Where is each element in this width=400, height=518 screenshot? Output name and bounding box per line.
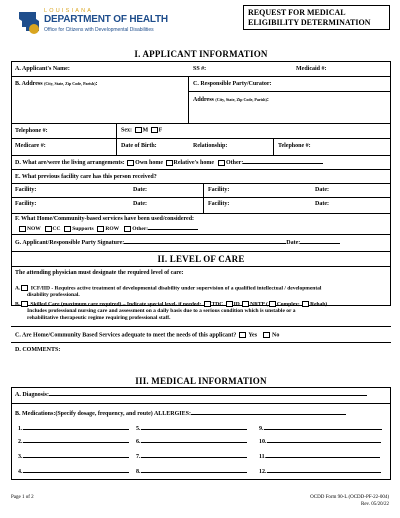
services-question: F. What Home/Community-based services have been used/considered:: [15, 216, 195, 222]
section1-title: I. APPLICANT INFORMATION: [134, 49, 268, 59]
med-12: 12.: [257, 467, 383, 477]
other-service-checkbox[interactable]: [124, 226, 131, 232]
med-4: 4.: [16, 467, 131, 477]
med-8: 8.: [134, 467, 249, 477]
date-label: Date:: [133, 201, 147, 207]
department-name: DEPARTMENT OF HEALTH: [44, 14, 168, 25]
med-6: 6.: [134, 437, 249, 447]
divider: [11, 76, 391, 77]
divider: [11, 266, 391, 267]
other-checkbox[interactable]: [218, 160, 225, 166]
level-a-option-cont: disability professional.: [27, 292, 80, 298]
medicaid-label: Medicaid #:: [296, 66, 327, 72]
divider: [11, 213, 391, 214]
medicare-label: Medicare #:: [15, 143, 46, 149]
applicant-name-label: A. Applicant's Name:: [15, 66, 70, 72]
relationship-label: Relationship:: [193, 143, 228, 149]
med-9: 9.: [257, 424, 384, 434]
office-name: Office for Citizens with Developmental Disabilities: [44, 27, 154, 33]
level-b-desc1: Includes professional nursing care and assessment on a daily basis due to a serious condition which is unstable or a: [27, 308, 296, 314]
med-1: 1.: [16, 424, 131, 434]
med-11: 11.: [257, 452, 382, 462]
date-label: Date:: [315, 201, 329, 207]
divider: [273, 138, 274, 155]
level-a-option: A. ICF/IID - Requires active treatment of developmental disability under supervision of a qualified intellectual / developmental: [15, 285, 322, 292]
sex-m-checkbox[interactable]: [135, 127, 142, 133]
address-c-label: Address (City, State, Zip Code, Parish):: [193, 97, 269, 103]
facility-label: Facility:: [15, 201, 37, 207]
page-number: Page 1 of 2: [11, 495, 34, 500]
now-checkbox[interactable]: [19, 226, 26, 232]
physician-note: The attending physician must designate the required level of care:: [15, 270, 184, 276]
med-2: 2.: [16, 437, 131, 447]
med-10: 10.: [257, 437, 383, 447]
divider: [11, 251, 391, 252]
signature-line: G. Applicant/Responsible Party Signature: Date:: [13, 238, 342, 248]
form-title-line2: ELIGIBILITY DETERMINATION: [248, 18, 371, 27]
divider: [11, 155, 391, 156]
med-7: 7.: [134, 452, 249, 462]
divider: [11, 326, 391, 327]
divider: [11, 342, 391, 343]
section2-title: II. LEVEL OF CARE: [157, 254, 245, 264]
level-b-option: B. Skilled Care (maximum care required) – Indicate special level, if needed: TDC ID NRTP ( Complex; Rehab): [15, 301, 328, 308]
cc-checkbox[interactable]: [45, 226, 52, 232]
supports-checkbox[interactable]: [64, 226, 71, 232]
med-5: 5.: [134, 424, 249, 434]
divider: [188, 76, 189, 123]
dob-label: Date of Birth:: [121, 143, 157, 149]
divider: [11, 234, 391, 235]
comments-label: D. COMMENTS:: [15, 347, 61, 353]
telephone-label: Telephone #:: [15, 128, 48, 134]
diagnosis-label: A. Diagnosis:: [13, 390, 369, 400]
own-home-checkbox[interactable]: [127, 160, 134, 166]
no-checkbox[interactable]: [263, 332, 270, 338]
facility-care-question: E. What previous facility care has this person received?: [15, 174, 157, 180]
state-name: LOUISIANA: [44, 8, 94, 14]
divider: [11, 169, 391, 170]
hcbs-question: C. Are Home/Community Based Services adequate to meet the needs of this applicant? Yes No: [15, 332, 280, 339]
responsible-party-label: C. Responsible Party/Curator:: [193, 81, 272, 87]
divider: [11, 403, 391, 404]
divider: [11, 197, 391, 198]
sex-f-checkbox[interactable]: [151, 127, 158, 133]
form-title-line1: REQUEST FOR MEDICAL: [248, 8, 346, 17]
date-label: Date:: [133, 187, 147, 193]
facility-label: Facility:: [208, 187, 230, 193]
form-number: OCDD Form 90-L (OCDD-PF-22-004): [310, 495, 389, 500]
divider: [188, 91, 391, 92]
logo: [16, 8, 186, 38]
telephone2-label: Telephone #:: [278, 143, 311, 149]
services-options: NOW CC Supports ROW Other:: [16, 224, 200, 233]
yes-checkbox[interactable]: [239, 332, 246, 338]
form-title-box: [243, 5, 390, 30]
facility-label: Facility:: [208, 201, 230, 207]
divider: [11, 138, 391, 139]
sex-field: Sex: M F: [121, 127, 163, 134]
divider: [203, 183, 204, 213]
level-b-desc2: rehabilitative therapeutic regime requiring professional staff.: [27, 315, 171, 321]
facility-label: Facility:: [15, 187, 37, 193]
med-3: 3.: [16, 452, 131, 462]
ssn-label: SS #:: [193, 66, 207, 72]
medications-label: B. Medications:(Specify dosage, frequency, and route) ALLERGIES:: [13, 409, 348, 419]
louisiana-pelican-icon: [16, 9, 42, 35]
living-arrangements-field: D. What are/were the living arrangements: Own home Relative's home Other:: [13, 158, 325, 168]
divider: [116, 123, 117, 155]
date-label: Date:: [315, 187, 329, 193]
revision-date: Rev. 05/20/22: [360, 502, 389, 507]
section3-title: III. MEDICAL INFORMATION: [135, 376, 267, 386]
divider: [11, 123, 391, 124]
rehab-checkbox[interactable]: [302, 301, 309, 307]
address-b-label: B. Address (City, State, Zip Code, Parish):: [15, 81, 98, 87]
relatives-home-checkbox[interactable]: [166, 160, 173, 166]
row-checkbox[interactable]: [97, 226, 104, 232]
divider: [11, 183, 391, 184]
